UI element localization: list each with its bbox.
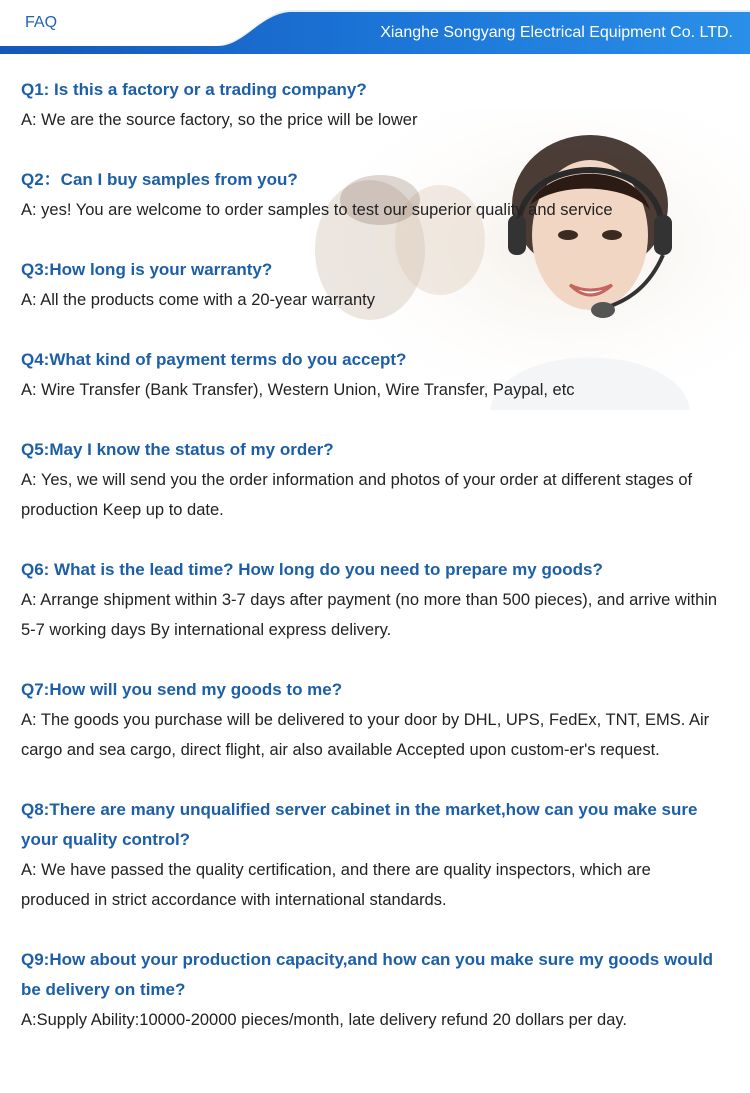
question: Q1: Is this a factory or a trading company? xyxy=(21,80,367,99)
faq-label: FAQ xyxy=(25,14,58,31)
answer: A: yes! You are welcome to order samples to test our superior quality and service xyxy=(21,201,613,219)
faq-item-5 xyxy=(21,435,721,525)
company-name: Xianghe Songyang Electrical Equipment Co. LTD. xyxy=(380,24,733,41)
question: Q4:What kind of payment terms do you accept? xyxy=(21,350,407,369)
faq-item-9 xyxy=(21,945,721,1035)
question: Q7:How will you send my goods to me? xyxy=(21,680,343,699)
header-banner xyxy=(0,0,750,58)
faq-item-8 xyxy=(21,795,721,915)
faq-item-3 xyxy=(21,255,721,315)
question: Q8:There are many unqualified server cabinet in the market,how can you make sure your quality control? xyxy=(21,800,698,849)
faq-item-6 xyxy=(21,555,721,645)
question: Q2：Can I buy samples from you? xyxy=(21,170,298,189)
answer: A: Wire Transfer (Bank Transfer), Western Union, Wire Transfer, Paypal, etc xyxy=(21,381,575,399)
answer: A:Supply Ability:10000-20000 pieces/month, late delivery refund 20 dollars per day. xyxy=(21,1011,627,1029)
question: Q5:May I know the status of my order? xyxy=(21,440,334,459)
faq-item-1 xyxy=(21,75,721,135)
question: Q9:How about your production capacity,and how can you make sure my goods would be delivery on time? xyxy=(21,950,714,999)
answer: A: The goods you purchase will be delivered to your door by DHL, UPS, FedEx, TNT, EMS. Air cargo and sea cargo, direct flight, air also available Accepted upon custom-er's request. xyxy=(21,711,710,759)
faq-item-2 xyxy=(21,165,721,225)
question: Q3:How long is your warranty? xyxy=(21,260,273,279)
answer: A: Yes, we will send you the order information and photos of your order at different stages of production Keep up to date. xyxy=(21,471,693,519)
faq-item-4 xyxy=(21,345,721,405)
question: Q6: What is the lead time? How long do you need to prepare my goods? xyxy=(21,560,603,579)
answer: A: Arrange shipment within 3-7 days after payment (no more than 500 pieces), and arrive within 5-7 working days By international express delivery. xyxy=(21,591,718,639)
answer: A: We have passed the quality certification, and there are quality inspectors, which are produced in strict accordance with international standards. xyxy=(21,861,651,909)
answer: A: All the products come with a 20-year warranty xyxy=(21,291,375,309)
faq-item-7 xyxy=(21,675,721,765)
answer: A: We are the source factory, so the price will be lower xyxy=(21,111,418,129)
faq-list xyxy=(21,75,721,1065)
